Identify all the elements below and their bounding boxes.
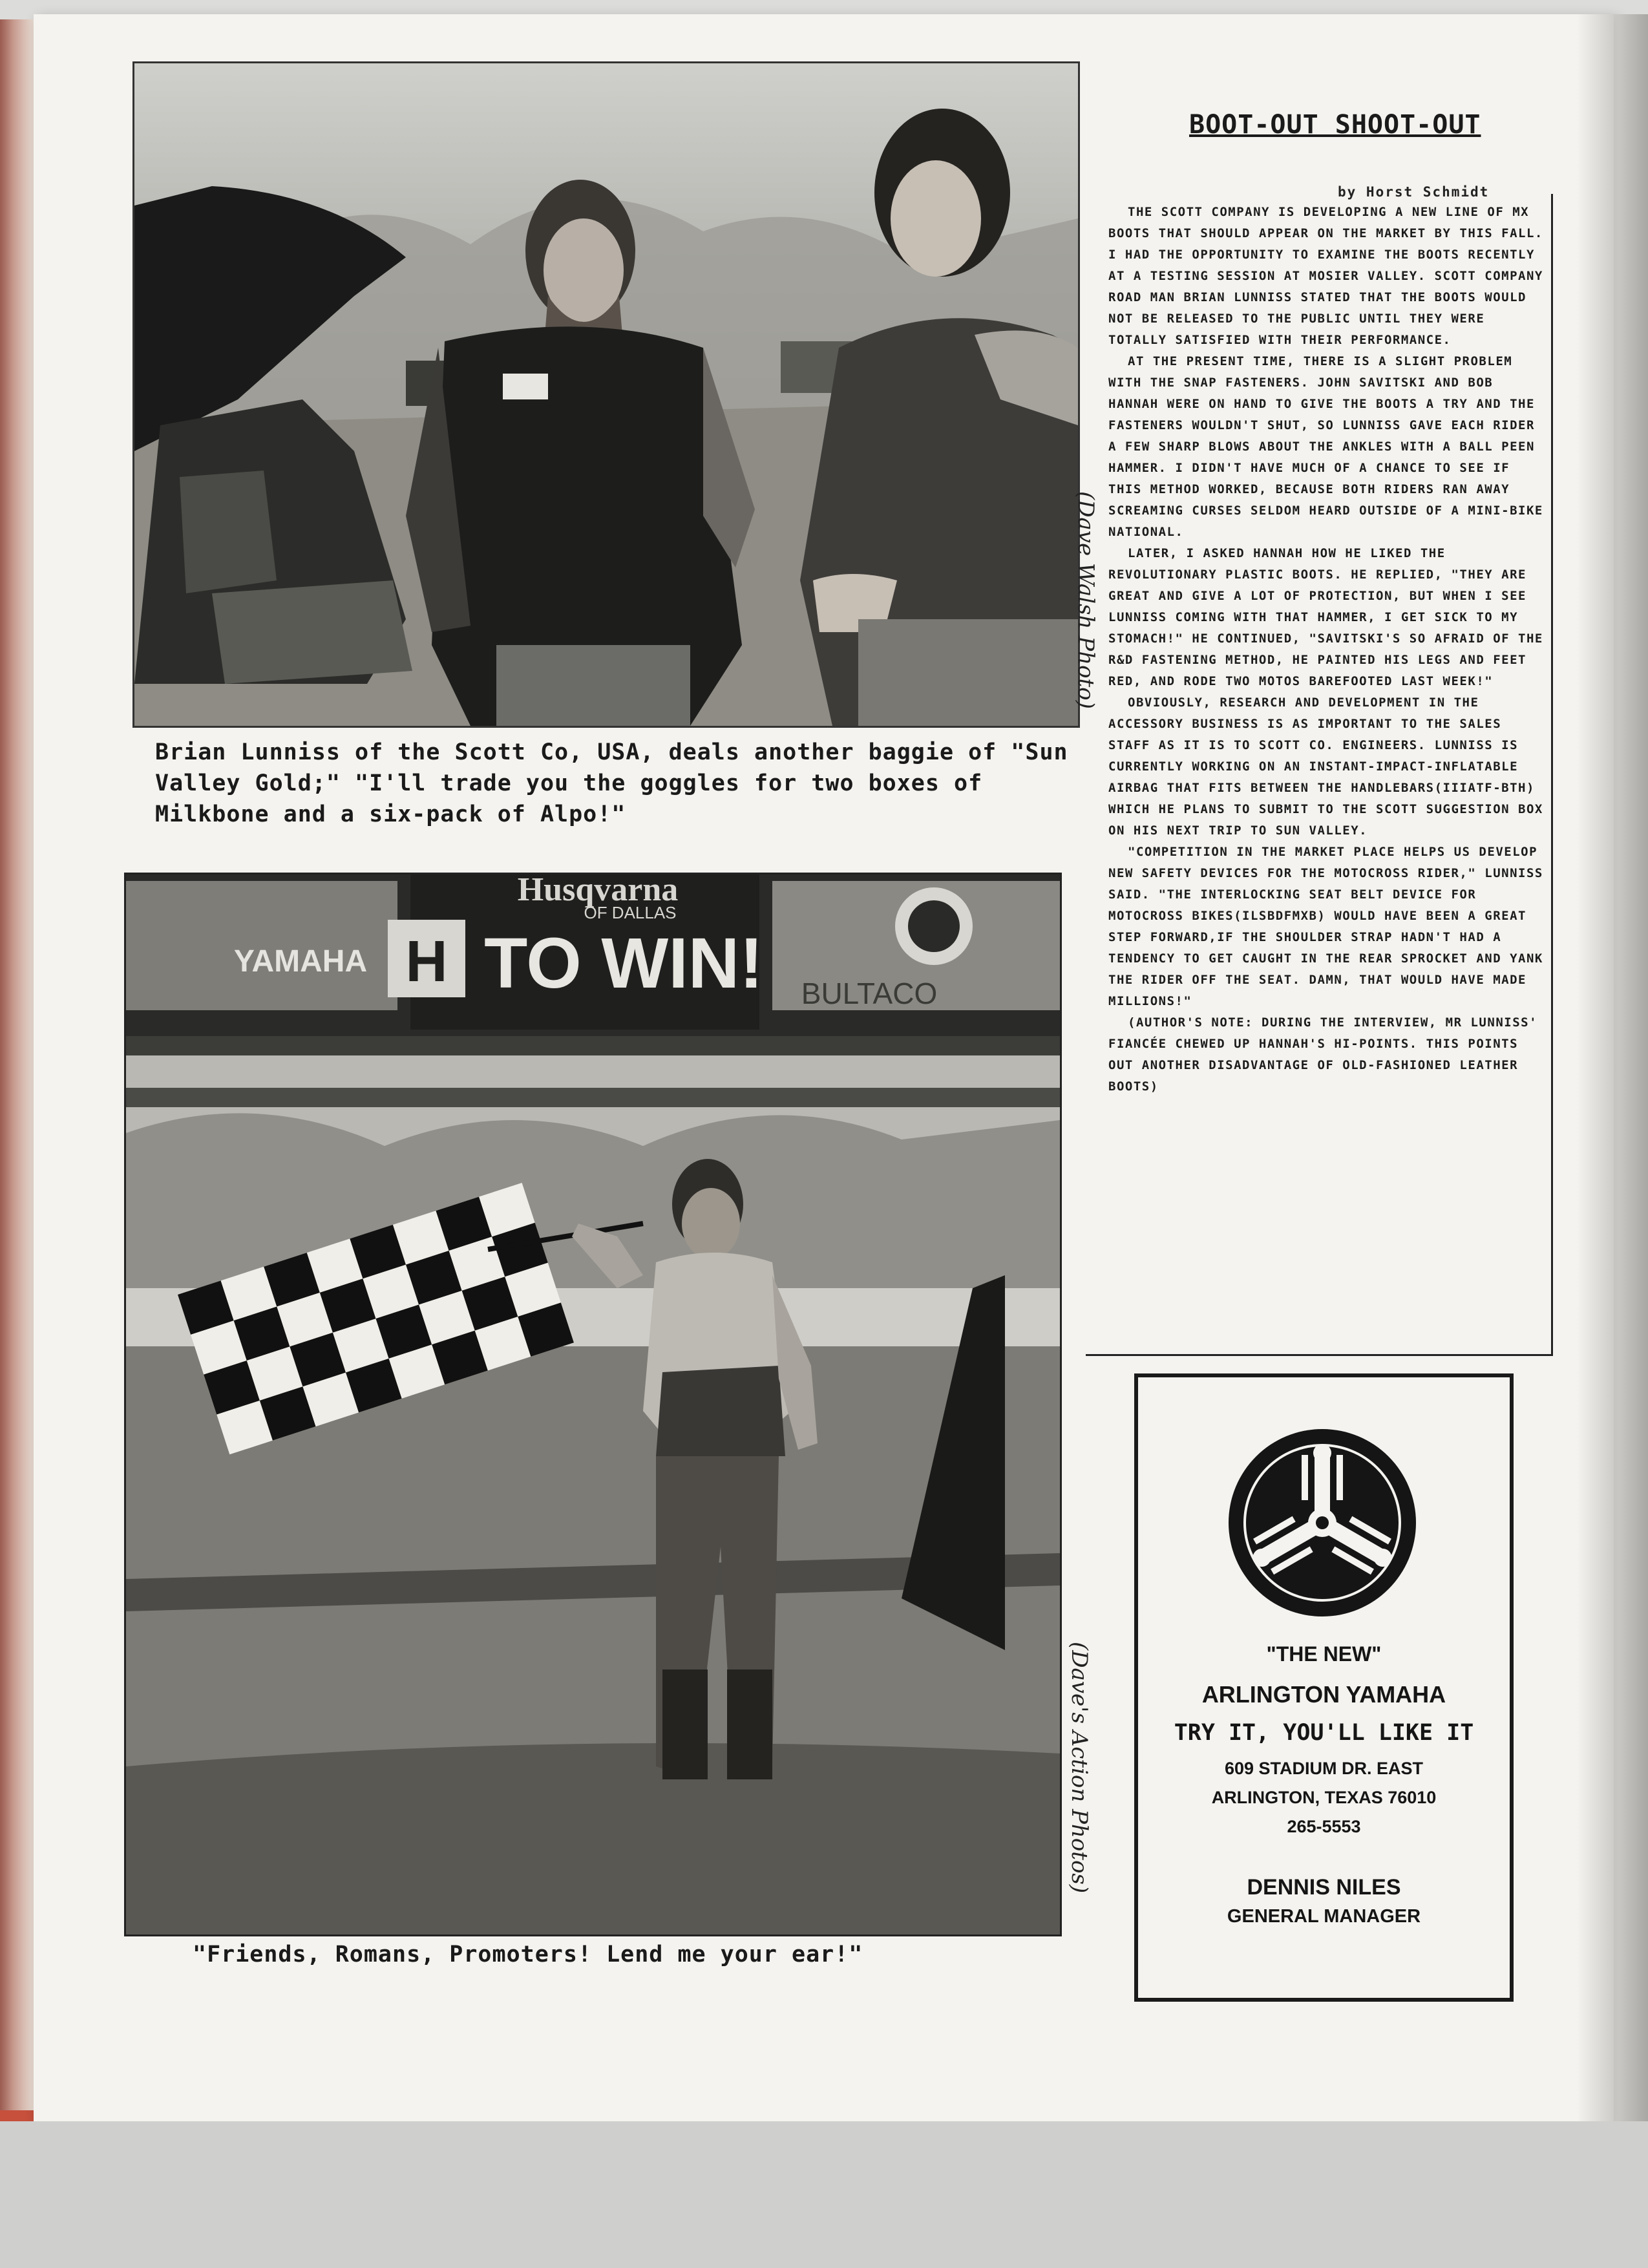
article-paragraph: "COMPETITION IN THE MARKET PLACE HELPS US DEVELOP NEW SAFETY DEVICES FOR THE MOTOCROSS RIDER," LUNNISS SAID. "THE INTERLOCKING SEAT BELT DEVICE FOR MOTOCROSS BIKES(ILSBDFMXB) WOULD HAVE BEEN A GREAT STEP FORWARD,IF THE SHOULDER STRAP HADN'T HAD A TENDENCY TO GET CAUGHT IN THE REAR SPROCKET AND YANK THE RIDER OFF THE SEAT. DAMN, THAT WOULD HAVE MADE MILLIONS!" bbox=[1108, 845, 1543, 1008]
ad-city-state-zip: ARLINGTON, TEXAS 76010 bbox=[1211, 1788, 1437, 1807]
ad-tagline: "THE NEW" bbox=[1266, 1642, 1382, 1666]
ad-phone: 265-5553 bbox=[1287, 1817, 1361, 1836]
page-edge-shadow bbox=[1577, 14, 1648, 2121]
dealer-advertisement bbox=[1134, 1373, 1514, 2002]
ad-slogan: TRY IT, YOU'LL LIKE IT bbox=[1174, 1720, 1474, 1746]
photo-credit-walsh: (Dave Walsh Photo) bbox=[1073, 491, 1099, 709]
yamaha-tuning-fork-logo-icon bbox=[1225, 1426, 1419, 1620]
article-paragraph: (AUTHOR'S NOTE: DURING THE INTERVIEW, MR LUNNISS' FIANCÉE CHEWED UP HANNAH'S HI-POINTS. THIS POINTS OUT ANOTHER DISADVANTAGE OF OLD-FASHIONED LEATHER BOOTS) bbox=[1108, 1015, 1538, 1094]
banner-husqvarna: Husqvarna bbox=[517, 874, 679, 908]
photo-flagman bbox=[124, 873, 1062, 1936]
photo-caption-handshake: Brian Lunniss of the Scott Co, USA, deals another baggie of "Sun Valley Gold;" "I'll trade you the goggles for two boxes of Milkbone and a six-pack of Alpo!" bbox=[155, 739, 1068, 827]
article-paragraph: AT THE PRESENT TIME, THERE IS A SLIGHT PROBLEM WITH THE SNAP FASTENERS. JOHN SAVITSKI AND BOB HANNAH WERE ON HAND TO GIVE THE BOOTS A TRY AND THE FASTENERS WOULDN'T SHUT, SO LUNNISS GAVE EACH RIDER A FEW SHARP BLOWS ABOUT THE ANKLES WITH A BALL PEEN HAMMER. I DIDN'T HAVE MUCH OF A CHANCE TO SEE IF THIS METHOD WORKED, BECAUSE BOTH RIDERS RAN AWAY SCREAMING CURSES SELDOM HEARD OUTSIDE OF A MINI-BIKE NATIONAL. bbox=[1108, 354, 1543, 539]
article-paragraph: THE SCOTT COMPANY IS DEVELOPING A NEW LINE OF MX BOOTS THAT SHOULD APPEAR ON THE MARKET BY THIS FALL. I HAD THE OPPORTUNITY TO EXAMINE THE BOOTS RECENTLY AT A TESTING SESSION AT MOSIER VALLEY. SCOTT COMPANY ROAD MAN BRIAN LUNNISS STATED THAT THE BOOTS WOULD NOT BE RELEASED TO THE PUBLIC UNTIL THEY WERE TOTALLY SATISFIED WITH THEIR PERFORMANCE. bbox=[1108, 205, 1543, 347]
article-byline: by Horst Schmidt bbox=[1338, 184, 1490, 200]
banner-to-win: TO WIN! bbox=[484, 924, 763, 1003]
scan-background bbox=[0, 2121, 1648, 2268]
banner-bultaco: BULTACO bbox=[801, 977, 938, 1010]
binding-edge bbox=[0, 19, 34, 2126]
ad-manager-title: GENERAL MANAGER bbox=[1227, 1906, 1421, 1927]
ad-dealer-name: ARLINGTON YAMAHA bbox=[1201, 1681, 1446, 1708]
photo-handshake bbox=[132, 61, 1080, 728]
article-title: BOOT-OUT SHOOT-OUT bbox=[1189, 110, 1481, 140]
ad-manager-name: DENNIS NILES bbox=[1247, 1875, 1401, 1900]
article-paragraph: OBVIOUSLY, RESEARCH AND DEVELOPMENT IN THE ACCESSORY BUSINESS IS AS IMPORTANT TO THE SALES STAFF AS IT IS TO SCOTT CO. ENGINEERS. LUNNISS IS CURRENTLY WORKING ON AN INSTANT-IMPACT-INFLATABLE AIRBAG THAT FITS BETWEEN THE HANDLEBARS(IIIATF-BTH) WHICH HE PLANS TO SUBMIT TO THE SCOTT SUGGESTION BOX ON HIS NEXT TRIP TO SUN VALLEY. bbox=[1108, 695, 1543, 838]
article-paragraph: LATER, I ASKED HANNAH HOW HE LIKED THE REVOLUTIONARY PLASTIC BOOTS. HE REPLIED, "THEY ARE GREAT AND GIVE A LOT OF PROTECTION, BUT WHEN I SEE LUNNISS COMING WITH THAT HAMMER, I GET SICK TO MY STOMACH!" HE CONTINUED, "SAVITSKI'S SO AFRAID OF THE R&D FASTENING METHOD, HE PAINTED HIS LEGS AND FEET RED, AND RODE TWO MOTOS BAREFOOTED LAST WEEK!" bbox=[1108, 546, 1543, 688]
banner-yamaha: YAMAHA bbox=[233, 944, 368, 979]
ad-street-address: 609 STADIUM DR. EAST bbox=[1224, 1759, 1424, 1778]
photo-credit-dave-action: (Dave's Action Photos) bbox=[1066, 1642, 1092, 1894]
banner-husqvarna-h-icon: H bbox=[405, 929, 448, 994]
banner-dallas: OF DALLAS bbox=[584, 903, 677, 922]
photo-caption-flagman: "Friends, Romans, Promoters! Lend me your ear!" bbox=[193, 1942, 863, 1967]
article-body bbox=[1108, 202, 1551, 1097]
